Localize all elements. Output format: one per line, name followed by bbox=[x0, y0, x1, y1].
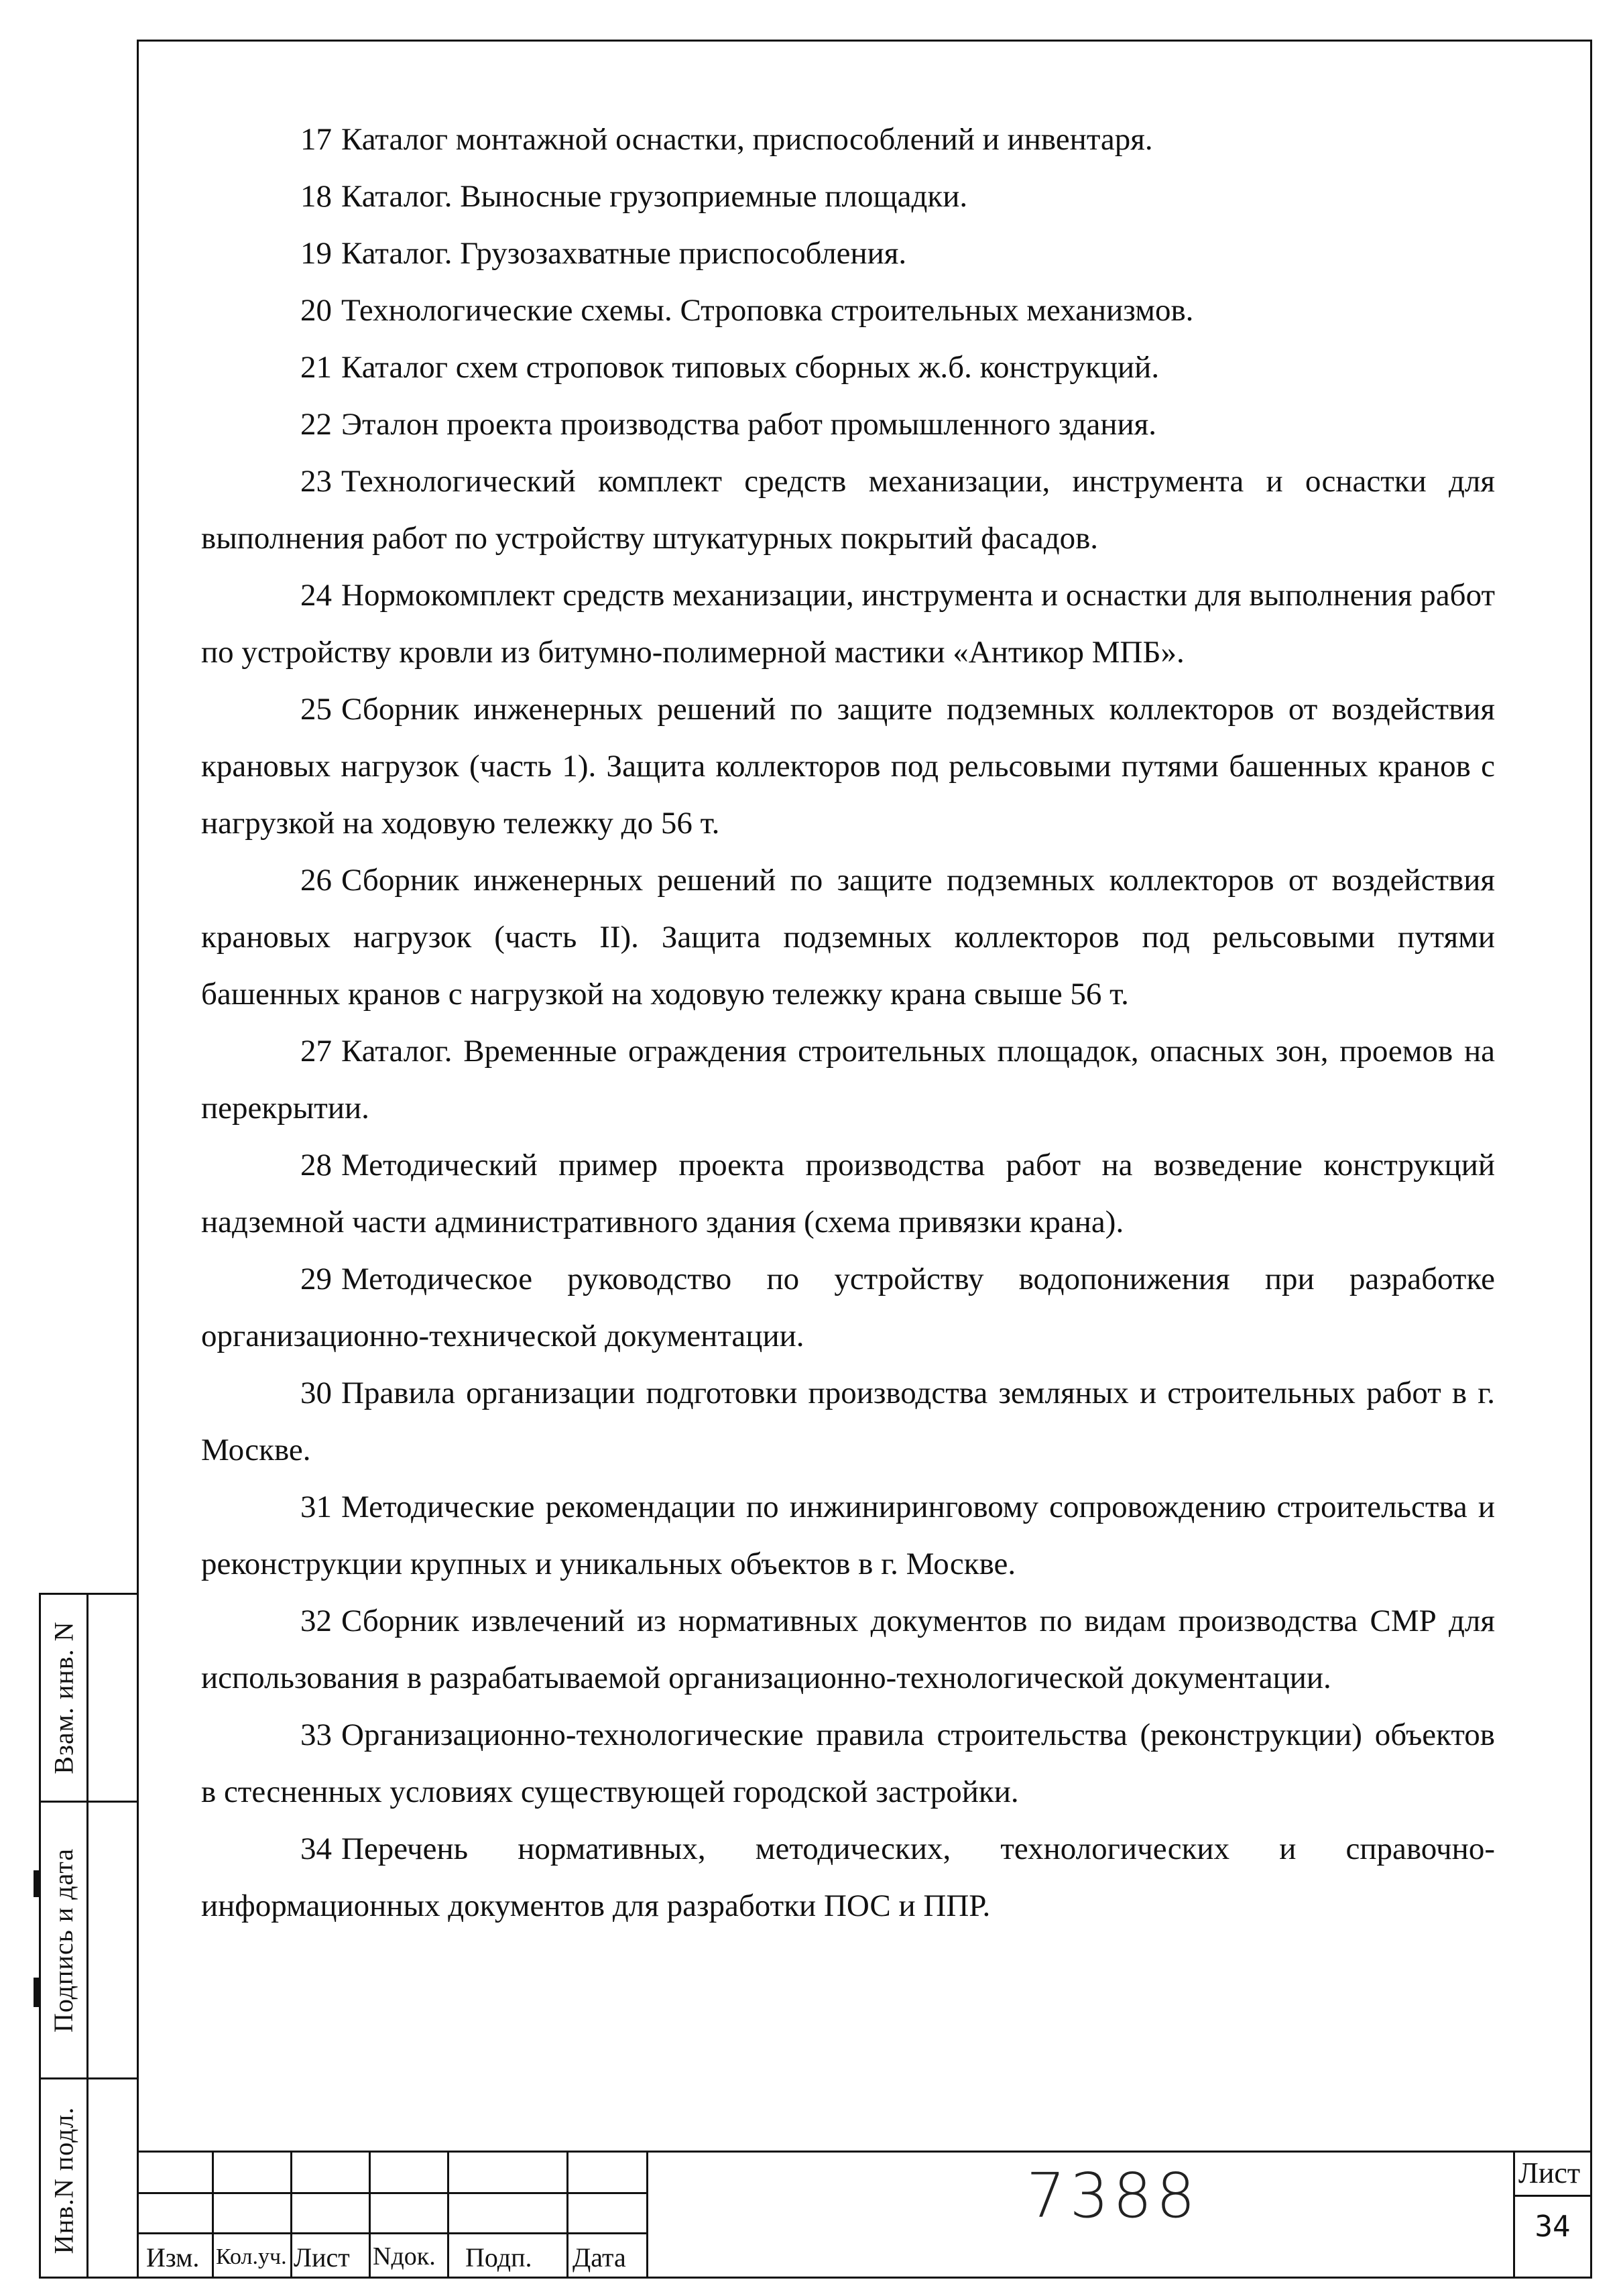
list-item: 19 Каталог. Грузозахватные приспособления. bbox=[300, 236, 907, 271]
data-header: Дата bbox=[573, 2242, 626, 2273]
list-item: 29 Методическое руководство по устройству водопонижения при разработке организационно-технической документации. bbox=[201, 1262, 1495, 1353]
sheet-number: 34 bbox=[1535, 2210, 1571, 2244]
list-item: 32 Сборник извлечений из нормативных документов по видам производства СМР для использования в разрабатываемой организационно-технологической документации. bbox=[201, 1604, 1495, 1695]
list-item: 20 Технологические схемы. Строповка строительных механизмов. bbox=[300, 293, 1194, 328]
list-item: 26 Сборник инженерных решений по защите подземных коллекторов от воздействия крановых нагрузок (часть II). Защита подземных коллекторов под рельсовыми путями башенных кранов с нагрузкой на ходовую тележку крана свыше 56 т. bbox=[201, 863, 1495, 1012]
list-item: 33 Организационно-технологические правила строительства (реконструкции) объектов в стесненных условиях существующей городской застройки. bbox=[201, 1717, 1495, 1809]
podpis-data-label: Подпись и дата bbox=[48, 1848, 79, 2033]
revision-table bbox=[137, 2151, 646, 2279]
list-header: Лист bbox=[294, 2242, 350, 2273]
kol-uch-header: Кол.уч. bbox=[216, 2244, 287, 2269]
reference-list bbox=[201, 111, 1495, 1935]
podp-header: Подп. bbox=[465, 2242, 532, 2273]
list-item: 30 Правила организации подготовки производства земляных и строительных работ в г. Москве. bbox=[201, 1376, 1495, 1467]
list-item: 18 Каталог. Выносные грузоприемные площадки. bbox=[300, 179, 968, 214]
izm-header: Изм. bbox=[146, 2242, 200, 2273]
list-item: 25 Сборник инженерных решений по защите подземных коллекторов от воздействия крановых нагрузок (часть 1). Защита коллекторов под рельсовыми путями башенных кранов с нагрузкой на ходовую тележку до 56 т. bbox=[201, 692, 1495, 841]
stamp-tick bbox=[34, 1870, 39, 1897]
list-item: 34 Перечень нормативных, методических, технологических и справочно-информационных документов для разработки ПОС и ППР. bbox=[201, 1831, 1495, 1923]
list-item: 17 Каталог монтажной оснастки, приспособлений и инвентаря. bbox=[300, 122, 1153, 157]
list-item: 31 Методические рекомендации по инжиниринговому сопровождению строительства и реконструкции крупных и уникальных объектов в г. Москве. bbox=[201, 1490, 1495, 1581]
document-number: 7388 bbox=[1026, 2160, 1200, 2232]
vzam-inv-label: Взам. инв. N bbox=[48, 1621, 79, 1774]
sheet-label: Лист bbox=[1518, 2157, 1581, 2189]
list-item: 28 Методический пример проекта производства работ на возведение конструкций надземной части административного здания (схема привязки крана). bbox=[201, 1148, 1495, 1240]
stamp-tick bbox=[34, 1978, 39, 2007]
title-block-divider bbox=[646, 2151, 648, 2279]
list-item: 21 Каталог схем строповок типовых сборных ж.б. конструкций. bbox=[300, 350, 1160, 385]
sheet-box bbox=[1513, 2151, 1592, 2279]
side-stamp bbox=[39, 1593, 137, 2279]
list-item: 23 Технологический комплект средств механизации, инструмента и оснастки для выполнения работ по устройству штукатурных покрытий фасадов. bbox=[201, 464, 1495, 556]
list-item: 24 Нормокомплект средств механизации, инструмента и оснастки для выполнения работ по устройству кровли из битумно-полимерной мастики «Антикор МПБ». bbox=[201, 578, 1495, 670]
ndok-header: Nдок. bbox=[373, 2242, 436, 2271]
inv-podl-label: Инв.N подл. bbox=[48, 2106, 79, 2254]
list-item: 27 Каталог. Временные ограждения строительных площадок, опасных зон, проемов на перекрытии. bbox=[201, 1034, 1495, 1126]
list-item: 22 Эталон проекта производства работ промышленного здания. bbox=[300, 407, 1157, 442]
